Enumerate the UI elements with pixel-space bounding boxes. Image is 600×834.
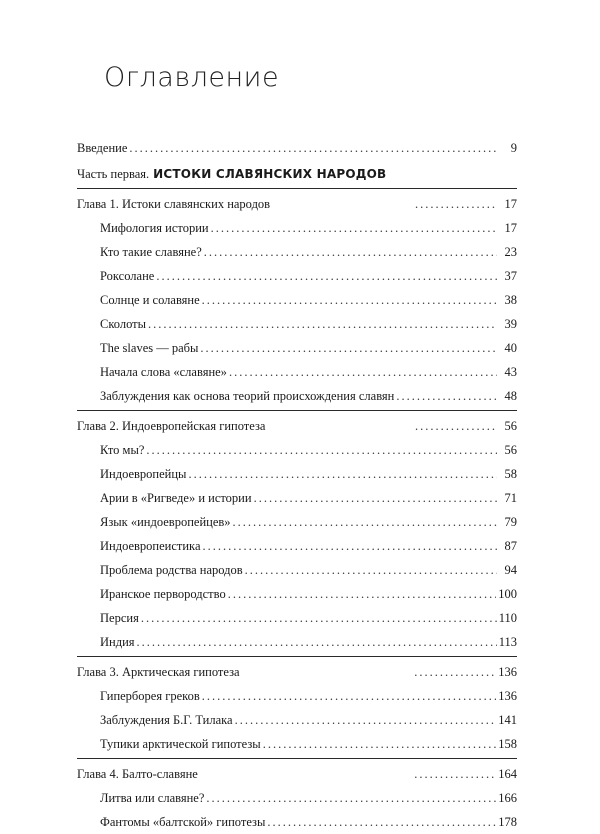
toc-section-entry[interactable]: [77, 336, 517, 360]
toc-section-entry[interactable]: [77, 684, 517, 708]
toc-page-number: 79: [504, 515, 517, 529]
dot-leader: [137, 630, 497, 654]
toc-section-entry[interactable]: [77, 360, 517, 384]
toc-section-entry[interactable]: [77, 312, 517, 336]
toc-section-label: Гиперборея греков: [100, 689, 200, 703]
toc-chapter-entry[interactable]: [77, 762, 517, 786]
toc-page-number: 56: [504, 443, 517, 457]
toc-section-label: Начала слова «славяне»: [100, 365, 227, 379]
toc-page-number: 136: [498, 665, 517, 679]
toc-section-entry[interactable]: [77, 582, 517, 606]
dot-leader: [228, 582, 497, 606]
toc-entry-intro[interactable]: [77, 136, 517, 160]
toc-section-label: Роксолане: [100, 269, 155, 283]
toc-section-entry[interactable]: [77, 216, 517, 240]
dot-leader: [206, 786, 496, 810]
divider: [77, 188, 517, 189]
dot-leader: [267, 810, 496, 834]
toc-page-number: 166: [498, 791, 517, 805]
toc-page-number: 23: [504, 245, 517, 259]
toc-section-label: Индоевропеистика: [100, 539, 201, 553]
dot-leader: [254, 486, 497, 510]
toc-chapter-label: Глава 4. Балто-славяне: [77, 767, 198, 781]
toc-page-number: 94: [504, 563, 517, 577]
divider: [77, 758, 517, 759]
dot-leader: [235, 708, 497, 732]
dot-leader: [415, 414, 495, 438]
toc-page-number: 136: [498, 689, 517, 703]
toc-section-label: Язык «индоевропейцев»: [100, 515, 231, 529]
toc-section-entry[interactable]: [77, 462, 517, 486]
toc-section-entry[interactable]: [77, 786, 517, 810]
toc-section-label: Индия: [100, 635, 135, 649]
toc-section-entry[interactable]: [77, 810, 517, 834]
toc-section-label: Кто мы?: [100, 443, 145, 457]
toc-section-label: Сколоты: [100, 317, 147, 331]
dot-leader: [414, 762, 494, 786]
toc-section-entry[interactable]: [77, 510, 517, 534]
toc-page-number: 48: [504, 389, 517, 403]
dot-leader: [211, 216, 497, 240]
dot-leader: [396, 384, 497, 408]
toc-page-number: 17: [504, 197, 517, 211]
toc-page-number: 110: [498, 611, 517, 625]
dot-leader: [156, 264, 497, 288]
toc-page-number: 141: [498, 713, 517, 727]
toc-section-entry[interactable]: [77, 288, 517, 312]
dot-leader: [188, 462, 497, 486]
dot-leader: [229, 360, 497, 384]
toc-entry-label: Введение: [77, 141, 128, 155]
toc-page-number: 38: [504, 293, 517, 307]
toc-section-entry[interactable]: [77, 240, 517, 264]
chapters-list: [77, 192, 517, 834]
toc-chapter-entry[interactable]: [77, 192, 517, 216]
toc-page-number: 58: [504, 467, 517, 481]
table-of-contents: [77, 136, 517, 834]
toc-section-label: Кто такие славяне?: [100, 245, 202, 259]
toc-section-label: The slaves — рабы: [100, 341, 199, 355]
toc-section-label: Солнце и солавяне: [100, 293, 200, 307]
divider: [77, 410, 517, 411]
dot-leader: [141, 606, 497, 630]
toc-section-label: Литва или славяне?: [100, 791, 205, 805]
toc-section-entry[interactable]: [77, 708, 517, 732]
toc-section-label: Заблуждения как основа теорий происхождения славян: [100, 389, 395, 403]
toc-page-number: 56: [504, 419, 517, 433]
toc-page-number: 43: [504, 365, 517, 379]
toc-section-label: Арии в «Ригведе» и истории: [100, 491, 252, 505]
toc-chapter-label: Глава 1. Истоки славянских народов: [77, 197, 271, 211]
toc-page-number: 164: [498, 767, 517, 781]
dot-leader: [200, 336, 497, 360]
toc-page-number: 178: [498, 815, 517, 829]
toc-section-label: Индоевропейцы: [100, 467, 187, 481]
toc-page-number: 71: [504, 491, 517, 505]
toc-section-entry[interactable]: [77, 630, 517, 654]
part-prefix: Часть первая.: [77, 167, 150, 181]
dot-leader: [148, 312, 497, 336]
toc-section-label: Тупики арктической гипотезы: [100, 737, 261, 751]
dot-leader: [245, 558, 497, 582]
toc-chapter-label: Глава 3. Арктическая гипотеза: [77, 665, 240, 679]
part-title: ИСТОКИ СЛАВЯНСКИХ НАРОДОВ: [153, 167, 387, 181]
dot-leader: [203, 534, 498, 558]
part-heading: [77, 162, 517, 186]
toc-page-number: 9: [510, 141, 517, 155]
toc-page-number: 158: [498, 737, 517, 751]
toc-chapter-label: Глава 2. Индоевропейская гипотеза: [77, 419, 266, 433]
dot-leader: [146, 438, 497, 462]
toc-page-number: 113: [498, 635, 517, 649]
dot-leader: [233, 510, 497, 534]
toc-page-number: 40: [504, 341, 517, 355]
toc-page-number: 39: [504, 317, 517, 331]
toc-section-entry[interactable]: [77, 384, 517, 408]
dot-leader: [129, 136, 497, 160]
page-title: Оглавление: [104, 62, 280, 93]
toc-section-label: Заблуждения Б.Г. Тилака: [100, 713, 233, 727]
dot-leader: [204, 240, 497, 264]
toc-chapter-entry[interactable]: [77, 660, 517, 684]
dot-leader: [202, 288, 497, 312]
toc-section-label: Иранское первородство: [100, 587, 226, 601]
toc-chapter-entry[interactable]: [77, 414, 517, 438]
divider: [77, 656, 517, 657]
toc-section-entry[interactable]: [77, 558, 517, 582]
dot-leader: [263, 732, 497, 756]
toc-page-number: 87: [504, 539, 517, 553]
toc-page-number: 17: [504, 221, 517, 235]
toc-section-label: Фантомы «балтской» гипотезы: [100, 815, 266, 829]
toc-section-label: Мифология истории: [100, 221, 209, 235]
toc-section-entry[interactable]: [77, 264, 517, 288]
toc-section-entry[interactable]: [77, 606, 517, 630]
dot-leader: [415, 192, 495, 216]
toc-section-entry[interactable]: [77, 486, 517, 510]
toc-page-number: 100: [498, 587, 517, 601]
dot-leader: [202, 684, 497, 708]
dot-leader: [414, 660, 494, 684]
toc-section-entry[interactable]: [77, 438, 517, 462]
toc-section-entry[interactable]: [77, 732, 517, 756]
toc-page-number: 37: [504, 269, 517, 283]
toc-section-label: Проблема родства народов: [100, 563, 243, 577]
toc-section-entry[interactable]: [77, 534, 517, 558]
toc-section-label: Персия: [100, 611, 139, 625]
